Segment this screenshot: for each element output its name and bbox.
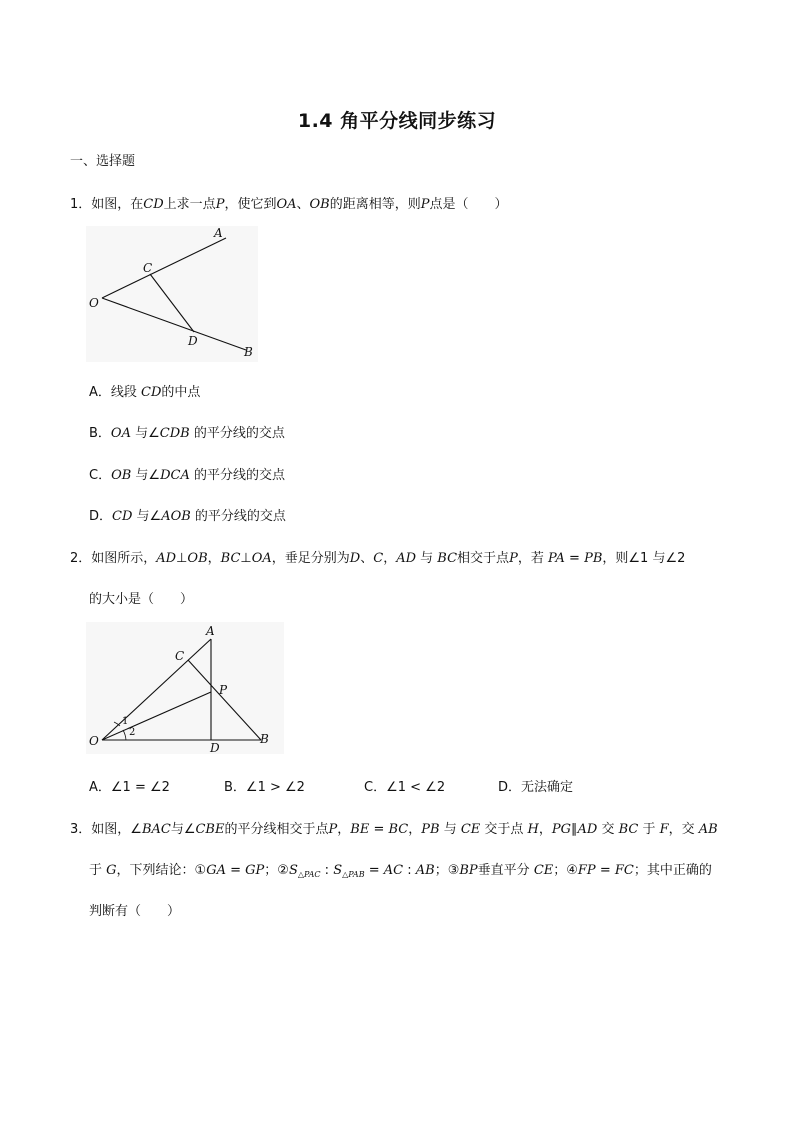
label-2: 2: [129, 727, 136, 738]
question-2-stem-line-1: 2．如图所示，AD⊥OB，BC⊥OA，垂足分别为D、C，AD 与 BC相交于点P，若 PA = PB，则∠1 与∠2: [70, 551, 686, 566]
label-P: P: [219, 683, 228, 697]
label-D: D: [188, 334, 198, 348]
page-title: 1.4 角平分线同步练习: [297, 110, 497, 132]
q1-option-a: A．线段 CD的中点: [89, 385, 201, 400]
q1-option-c: C．OB 与∠DCA 的平分线的交点: [89, 468, 285, 483]
q2-option-d: D．无法确定: [498, 780, 574, 795]
question-2-stem-line-2: 的大小是（ ）: [89, 592, 194, 607]
question-2-figure: [86, 622, 284, 754]
label-D: D: [210, 741, 220, 754]
question-3-stem-line-2: 于 G，下列结论：①GA = GP；$②S_{\triangle PAC}$ : $S_{\triangle PAB}$ = AC : AB；③BP垂直平分 CE；④FP = FC；其中正确的: [89, 863, 712, 879]
label-O: O: [89, 734, 99, 748]
question-3-stem-line-1: 3．如图，∠BAC与∠CBE的平分线相交于点P，BE = BC，PB 与 CE 交于点 H，PG∥AD 交 BC 于 F，交 AB: [70, 822, 718, 837]
q2-option-c: C．∠1 < ∠2: [364, 780, 446, 795]
section-heading: 一、选择题: [70, 154, 136, 169]
label-B: B: [244, 345, 253, 359]
question-3-stem-line-3: 判断有（ ）: [89, 904, 181, 919]
label-C: C: [143, 261, 153, 275]
label-O: O: [89, 296, 99, 310]
q1-option-d: D．CD 与∠AOB 的平分线的交点: [89, 509, 286, 524]
question-1-stem: 1．如图，在CD上求一点P，使它到OA、OB的距离相等，则P点是（ ）: [70, 197, 508, 212]
label-C: C: [175, 649, 185, 663]
label-A: A: [214, 226, 223, 240]
q2-option-a: A．∠1 = ∠2: [89, 780, 170, 795]
label-1: 1: [122, 716, 129, 727]
q1-option-b: B．OA 与∠CDB 的平分线的交点: [89, 426, 285, 441]
q2-option-b: B．∠1 > ∠2: [224, 780, 305, 795]
label-A: A: [206, 624, 215, 638]
question-1-figure: [86, 226, 258, 362]
label-B: B: [260, 732, 269, 746]
